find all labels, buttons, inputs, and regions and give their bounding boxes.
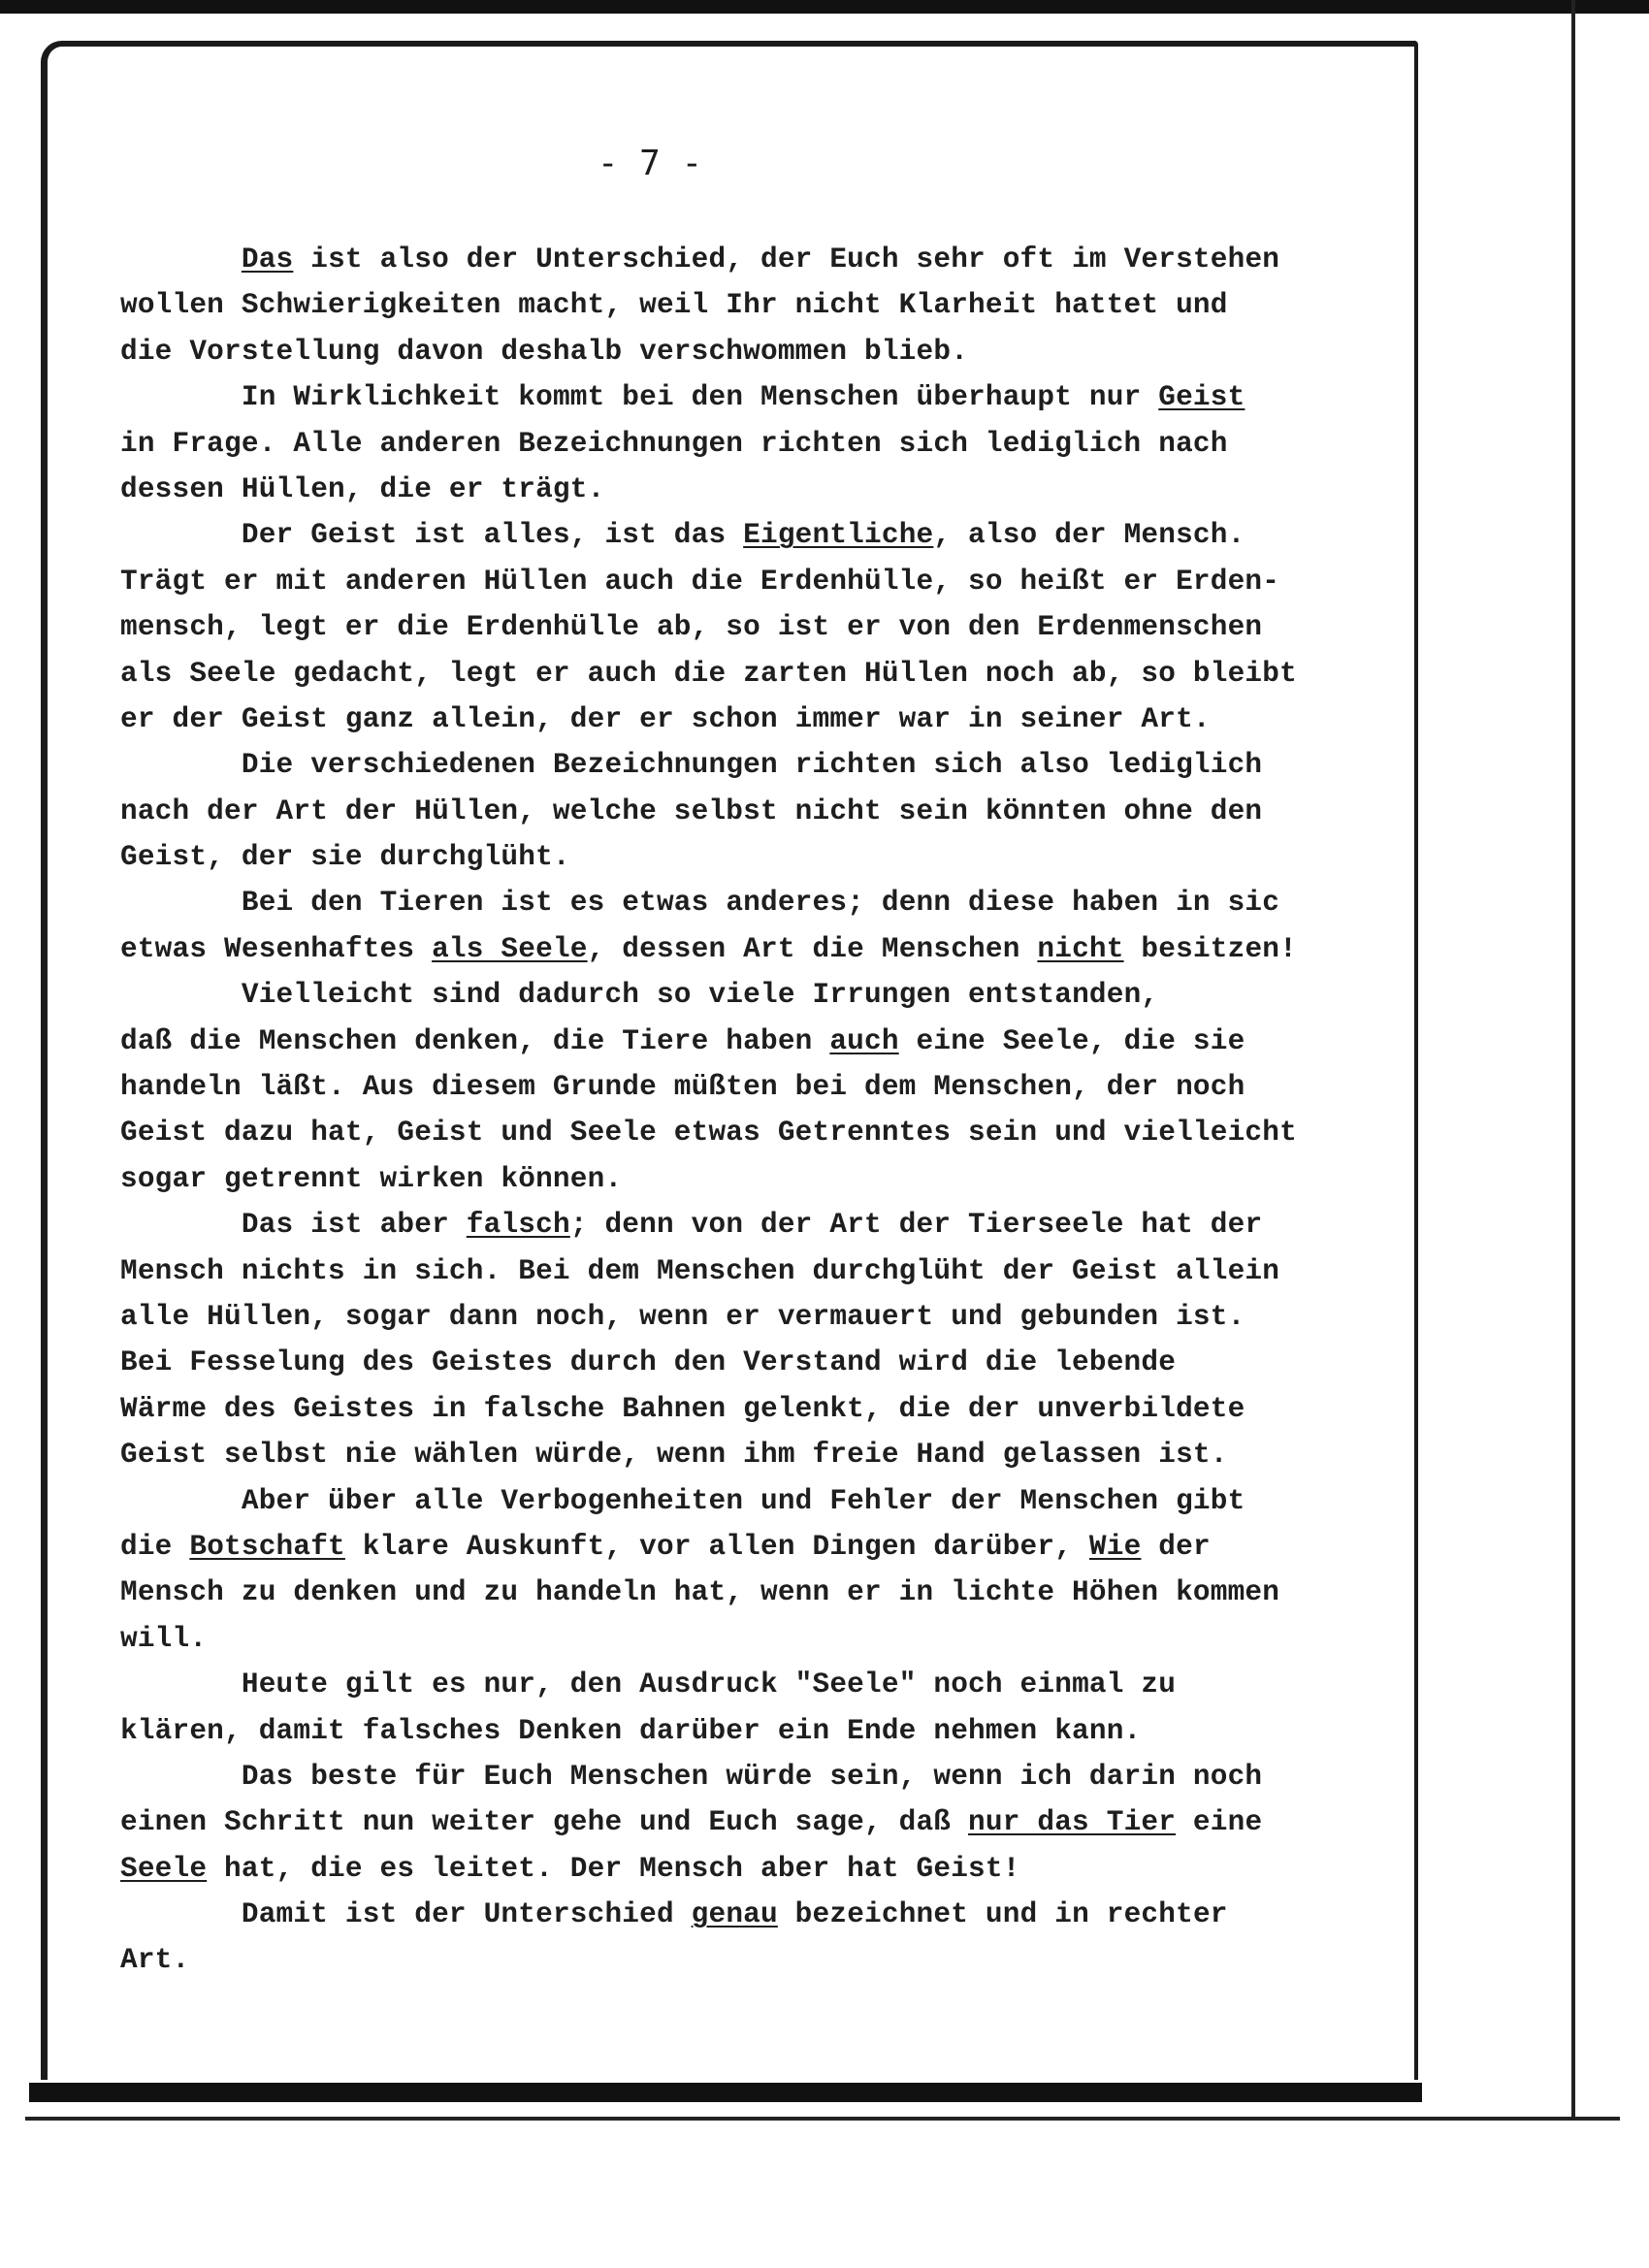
text-line	[120, 742, 1420, 788]
paragraph-indent	[120, 1209, 242, 1241]
text-segment: Trägt er mit anderen Hüllen auch die Erdenhülle, so heißt er Erden-	[120, 565, 1280, 598]
text-segment: nach der Art der Hüllen, welche selbst nicht sein könnten ohne den	[120, 794, 1263, 827]
text-line	[120, 1799, 1420, 1845]
paragraph-indent	[120, 1485, 242, 1517]
text-segment: als Seele gedacht, legt er auch die zarten Hüllen noch ab, so bleibt	[120, 657, 1297, 690]
text-segment: Bei Fesselung des Geistes durch den Verstand wird die lebende	[120, 1346, 1177, 1379]
text-segment: dessen Hüllen, die er trägt.	[120, 472, 605, 505]
underlined-text: Seele	[120, 1852, 208, 1885]
text-line	[120, 421, 1420, 467]
text-segment: daß die Menschen denken, die Tiere haben	[120, 1024, 830, 1057]
text-segment: ; denn von der Art der Tierseele hat der	[569, 1209, 1263, 1242]
underlined-text: nur das Tier	[968, 1806, 1177, 1839]
text-segment: wollen Schwierigkeiten macht, weil Ihr nicht Klarheit hattet und	[120, 289, 1228, 322]
text-segment: Art.	[120, 1944, 190, 1977]
underlined-text: als Seele	[432, 932, 588, 965]
text-segment: Bei den Tieren ist es etwas anderes; denn diese haben in sic	[241, 887, 1280, 920]
text-line	[120, 1202, 1420, 1247]
text-segment: eine	[1176, 1806, 1263, 1839]
underlined-text: auch	[829, 1024, 899, 1057]
text-line	[120, 1892, 1420, 1937]
scan-right-edge	[1571, 0, 1575, 2121]
text-segment: Geist selbst nie wählen würde, wenn ihm freie Hand gelassen ist.	[120, 1439, 1228, 1472]
text-line	[120, 1248, 1420, 1294]
text-line	[120, 1524, 1420, 1570]
text-line	[120, 1156, 1420, 1202]
text-line	[120, 1478, 1420, 1524]
underlined-text: Das	[241, 243, 294, 275]
text-line	[120, 512, 1420, 558]
paragraph-indent	[120, 1761, 242, 1793]
text-segment: alle Hüllen, sogar dann noch, wenn er vermauert und gebunden ist.	[120, 1300, 1245, 1333]
text-segment: Der Geist ist alles, ist das	[241, 519, 744, 552]
text-segment: Das beste für Euch Menschen würde sein, wenn ich darin noch	[241, 1760, 1263, 1793]
paragraph-indent	[120, 979, 242, 1011]
text-segment: Heute gilt es nur, den Ausdruck "Seele" noch einmal zu	[241, 1669, 1177, 1701]
text-segment: Wärme des Geistes in falsche Bahnen gelenkt, die der unverbildete	[120, 1392, 1245, 1425]
paragraph-indent	[120, 749, 242, 781]
text-line	[120, 880, 1420, 925]
page-bottom-border	[29, 2083, 1422, 2102]
text-segment: Mensch nichts in sich. Bei dem Menschen durchglüht der Geist allein	[120, 1254, 1280, 1287]
text-line	[120, 1294, 1420, 1340]
text-segment: klären, damit falsches Denken darüber ein Ende nehmen kann.	[120, 1714, 1142, 1747]
text-line	[120, 1570, 1420, 1615]
text-line	[120, 1662, 1420, 1707]
text-line	[120, 789, 1420, 834]
text-line	[120, 697, 1420, 742]
underlined-text: Eigentliche	[743, 519, 934, 552]
paragraph-indent	[120, 243, 242, 275]
text-segment: Geist dazu hat, Geist und Seele etwas Getrenntes sein und vielleicht	[120, 1117, 1297, 1150]
page-number: - 7 -	[597, 144, 703, 183]
underlined-text: Wie	[1088, 1530, 1142, 1563]
text-line	[120, 1754, 1420, 1799]
text-segment: Mensch zu denken und zu handeln hat, wenn er in lichte Höhen kommen	[120, 1576, 1280, 1609]
text-segment: besitzen!	[1123, 932, 1297, 965]
text-segment: Die verschiedenen Bezeichnungen richten sich also lediglich	[241, 749, 1263, 782]
text-line	[120, 1064, 1420, 1110]
text-segment: Geist, der sie durchglüht.	[120, 841, 570, 874]
text-line	[120, 374, 1420, 420]
text-segment: In Wirklichkeit kommt bei den Menschen überhaupt nur	[241, 381, 1159, 414]
text-segment: er der Geist ganz allein, der er schon immer war in seiner Art.	[120, 702, 1211, 735]
paragraph-indent	[120, 381, 242, 413]
underlined-text: genau	[691, 1898, 778, 1931]
text-line	[120, 1019, 1420, 1064]
text-segment: , dessen Art die Menschen	[587, 932, 1038, 965]
text-line	[120, 237, 1420, 282]
text-line	[120, 926, 1420, 972]
text-segment: die Vorstellung davon deshalb verschwommen blieb.	[120, 335, 969, 368]
text-segment: etwas Wesenhaftes	[120, 932, 433, 965]
underlined-text: nicht	[1037, 932, 1124, 965]
text-line	[120, 972, 1420, 1018]
scan-bottom-edge	[25, 2117, 1620, 2121]
text-line	[120, 559, 1420, 604]
text-line	[120, 1616, 1420, 1662]
underlined-text: falsch	[466, 1209, 570, 1242]
paragraph-indent	[120, 1669, 242, 1701]
text-segment: der	[1141, 1530, 1211, 1563]
text-segment: eine Seele, die sie	[898, 1024, 1245, 1057]
text-line	[120, 651, 1420, 697]
paragraph-indent	[120, 887, 242, 919]
text-segment: ist also der Unterschied, der Euch sehr oft im Verstehen	[293, 243, 1280, 275]
text-segment: klare Auskunft, vor allen Dingen darüber,	[344, 1530, 1089, 1563]
text-line	[120, 1937, 1420, 1983]
text-line	[120, 1340, 1420, 1385]
text-segment: mensch, legt er die Erdenhülle ab, so ist er von den Erdenmenschen	[120, 611, 1263, 644]
text-line	[120, 1432, 1420, 1477]
text-segment: die	[120, 1530, 190, 1563]
paragraph-indent	[120, 519, 242, 551]
text-line	[120, 834, 1420, 880]
text-line	[120, 1708, 1420, 1754]
scan-top-edge	[0, 0, 1649, 14]
text-segment: einen Schritt nun weiter gehe und Euch sage, daß	[120, 1806, 969, 1839]
text-segment: Vielleicht sind dadurch so viele Irrungen entstanden,	[241, 979, 1159, 1012]
text-segment: handeln läßt. Aus diesem Grunde müßten bei dem Menschen, der noch	[120, 1071, 1245, 1104]
text-segment: Damit ist der Unterschied	[241, 1898, 692, 1931]
text-line	[120, 467, 1420, 512]
text-segment: in Frage. Alle anderen Bezeichnungen richten sich lediglich nach	[120, 427, 1228, 460]
text-segment: hat, die es leitet. Der Mensch aber hat Geist!	[207, 1852, 1020, 1885]
text-line	[120, 1846, 1420, 1892]
text-segment: will.	[120, 1622, 208, 1655]
paragraph-indent	[120, 1898, 242, 1930]
text-line	[120, 1386, 1420, 1432]
text-segment: bezeichnet und in rechter	[777, 1898, 1228, 1931]
text-line	[120, 1110, 1420, 1155]
underlined-text: Botschaft	[189, 1530, 345, 1563]
document-body	[120, 237, 1420, 1984]
text-segment: Das ist aber	[241, 1209, 467, 1242]
text-line	[120, 329, 1420, 374]
text-line	[120, 282, 1420, 328]
text-segment: , also der Mensch.	[933, 519, 1245, 552]
underlined-text: Geist	[1158, 381, 1245, 414]
text-segment: sogar getrennt wirken können.	[120, 1162, 623, 1195]
text-line	[120, 604, 1420, 650]
text-segment: Aber über alle Verbogenheiten und Fehler der Menschen gibt	[241, 1484, 1245, 1517]
